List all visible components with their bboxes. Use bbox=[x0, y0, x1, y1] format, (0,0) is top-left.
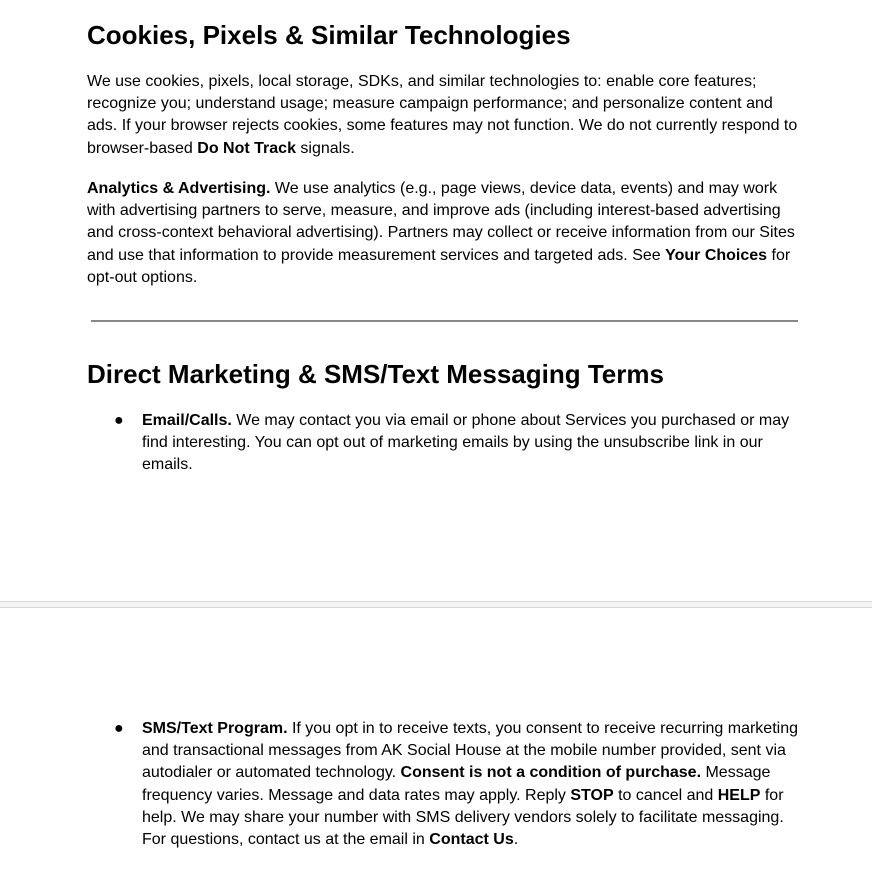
bullet-icon: ● bbox=[114, 720, 124, 737]
email-calls-lead: Email/Calls. bbox=[142, 412, 232, 429]
analytics-text-end: for opt-out options. bbox=[87, 246, 791, 286]
cookies-paragraph-end: signals. bbox=[295, 139, 355, 157]
analytics-lead: Analytics & Advertising. bbox=[87, 180, 271, 197]
contact-us-term: Contact Us bbox=[429, 831, 514, 849]
sms-program-text bbox=[142, 718, 804, 851]
sms-program-body-2: Message frequency varies. Message and data rates may apply. Reply bbox=[142, 764, 771, 804]
document-page-2 bbox=[0, 608, 872, 873]
analytics-paragraph bbox=[87, 178, 803, 289]
stop-keyword: STOP bbox=[570, 786, 614, 804]
page-break bbox=[0, 601, 872, 608]
help-keyword: HELP bbox=[717, 786, 761, 804]
sms-program-lead: SMS/Text Program. bbox=[142, 720, 288, 737]
bullet-icon: ● bbox=[114, 412, 124, 429]
do-not-track-term: Do Not Track bbox=[197, 139, 296, 157]
sms-program-body-3: to cancel and bbox=[613, 786, 718, 804]
marketing-heading: Direct Marketing & SMS/Text Messaging Terms bbox=[87, 359, 664, 389]
email-calls-body: We may contact you via email or phone about Services you purchased or may find interesting. You can opt out of marketing emails by using the unsubscribe link in our emails. bbox=[142, 412, 790, 474]
your-choices-term: Your Choices bbox=[665, 246, 768, 264]
sms-program-body-end: . bbox=[513, 831, 519, 849]
cookies-paragraph-text: We use cookies, pixels, local storage, SDKs, and similar technologies to: enable core features; recognize you; understand usage; measure campaign performance; and personalize content and ads. If your browser rejects cookies, some features may not function. We do not currently respond to browser-based bbox=[87, 73, 798, 157]
cookies-paragraph bbox=[87, 71, 803, 160]
cookies-heading: Cookies, Pixels & Similar Technologies bbox=[87, 20, 571, 50]
sms-program-body: If you opt in to receive texts, you consent to receive recurring marketing and transactional messages from AK Social House at the mobile number provided, sent via autodialer or automated technology. bbox=[142, 720, 798, 782]
sms-program-body-4: for help. We may share your number with SMS delivery vendors solely to facilitate messaging. For questions, contact us at the email in bbox=[142, 786, 784, 849]
consent-term: Consent is not a condition of purchase. bbox=[400, 764, 702, 782]
section-divider bbox=[91, 320, 798, 322]
email-calls-text bbox=[142, 410, 804, 477]
analytics-text: We use analytics (e.g., page views, device data, events) and may work with advertising partners to serve, measure, and improve ads (including interest-based advertising and cross-context behavioral advertising). Partners may collect or receive information from our Sites and use that information to provide measurement services and targeted ads. See bbox=[87, 180, 795, 264]
